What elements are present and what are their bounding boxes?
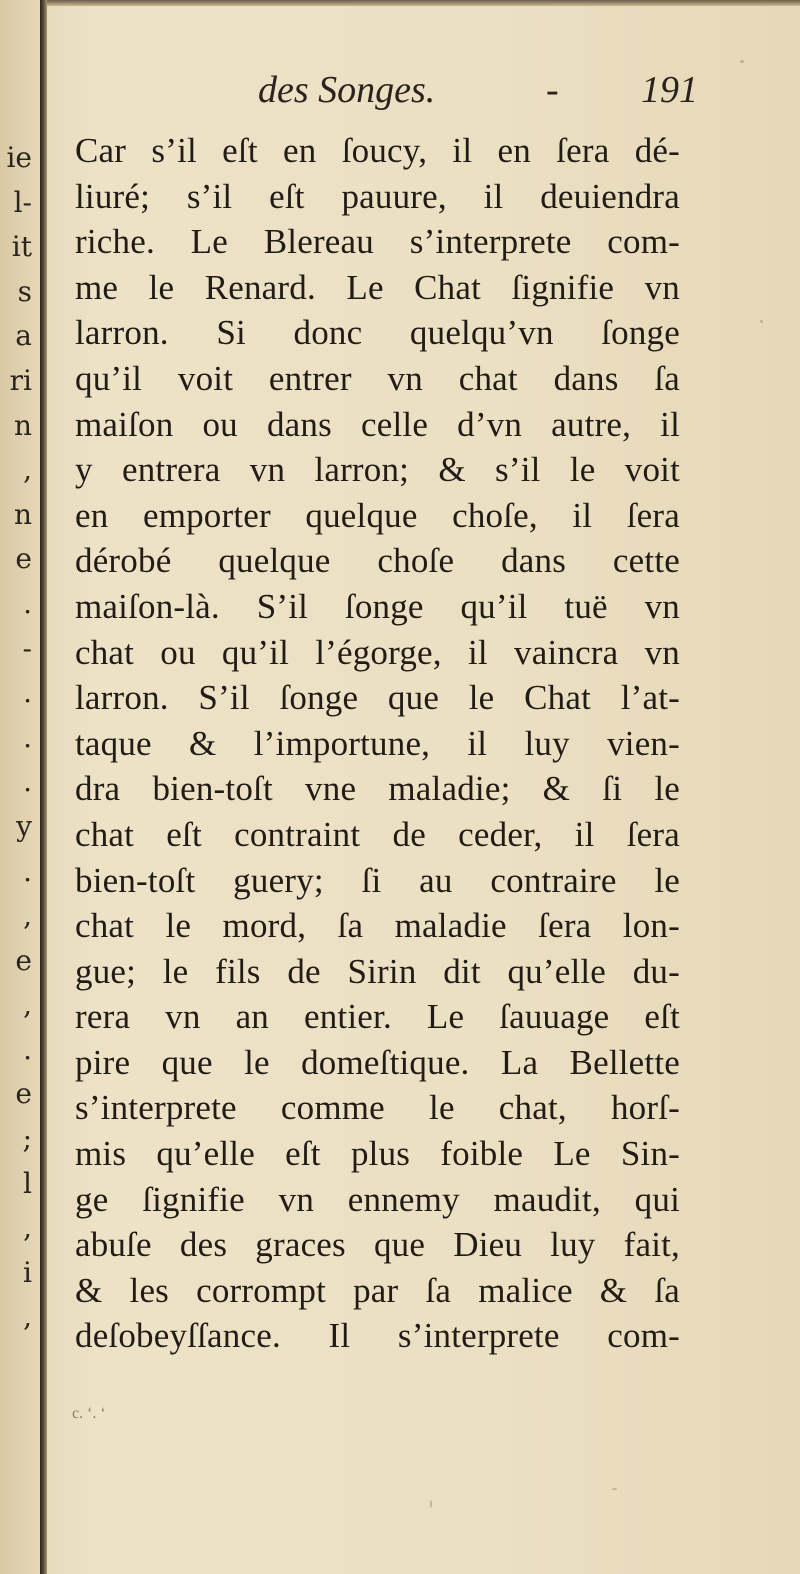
text-line: larron. S’il ſonge que le Chat l’at- bbox=[75, 678, 680, 718]
catchword: c. ‘. ‘ bbox=[72, 1405, 106, 1422]
text-line: rera vn an entier. Le ſauuage eſt bbox=[75, 997, 680, 1037]
facing-page-fragment: l bbox=[23, 1166, 32, 1200]
text-line: Car s’il eſt en ſoucy, il en ſera dé- bbox=[75, 131, 680, 170]
page-top-edge bbox=[0, 0, 800, 6]
facing-page-fragment: , bbox=[23, 1211, 32, 1245]
text-line: larron. Si donc quelqu’vn ſonge bbox=[75, 313, 680, 353]
facing-page-fragment: , bbox=[23, 1300, 32, 1334]
facing-page-fragment: e bbox=[15, 1077, 32, 1111]
text-line: pire que le domeſtique. La Bellette bbox=[75, 1042, 680, 1082]
text-line: chat eſt contraint de ceder, il ſera bbox=[75, 814, 680, 854]
text-line: chat ou qu’il l’égorge, il vaincra vn bbox=[75, 632, 680, 672]
text-line: y entrera vn larron; & s’il le voit bbox=[75, 450, 680, 490]
facing-page-fragment: ri bbox=[9, 363, 32, 397]
text-line: bien-toſt guery; ſi au contraire le bbox=[75, 860, 680, 900]
facing-page-fragment: . bbox=[23, 586, 32, 620]
paper-speck bbox=[430, 1500, 432, 1508]
text-line: riche. Le Blereau s’interprete com- bbox=[75, 222, 680, 262]
facing-page-fragment: n bbox=[13, 497, 32, 531]
facing-page-fragment: . bbox=[23, 1032, 32, 1066]
text-line: maiſon ou dans celle d’vn autre, il bbox=[75, 404, 680, 444]
facing-page-fragment: , bbox=[23, 899, 32, 933]
facing-page-fragment: , bbox=[23, 453, 32, 487]
facing-page-fragment: e bbox=[15, 542, 32, 576]
paper-speck bbox=[740, 60, 744, 63]
facing-page-fragment: . bbox=[23, 676, 32, 710]
facing-page-fragment: - bbox=[22, 631, 32, 665]
facing-page-fragment: . bbox=[23, 720, 32, 754]
body-text bbox=[75, 128, 680, 1359]
facing-page-fragment: ; bbox=[22, 1122, 32, 1156]
facing-page-fragment: , bbox=[23, 988, 32, 1022]
paper-speck bbox=[760, 320, 763, 323]
paper-speck bbox=[612, 1488, 617, 1490]
text-line: mis qu’elle eſt plus foible Le Sin- bbox=[75, 1134, 680, 1174]
text-line: maiſon-là. S’il ſonge qu’il tuë vn bbox=[75, 586, 680, 626]
page-header bbox=[258, 68, 698, 118]
facing-page-fragment: y bbox=[16, 809, 32, 843]
text-line: & les corrompt par ſa malice & ſa bbox=[75, 1270, 680, 1310]
text-line: s’interprete comme le chat, horſ- bbox=[75, 1088, 680, 1128]
text-line: abuſe des graces que Dieu luy fait, bbox=[75, 1225, 680, 1265]
text-line: dra bien-toſt vne maladie; & ſi le bbox=[75, 769, 680, 809]
facing-page-fragment: a bbox=[15, 319, 32, 353]
running-title: des Songes. bbox=[258, 69, 436, 111]
text-line: en emporter quelque choſe, il ſera bbox=[75, 495, 680, 535]
text-line: deſobeyſſance. Il s’interprete com- bbox=[75, 1316, 680, 1356]
facing-page-fragment: e bbox=[15, 943, 32, 977]
text-line: liuré; s’il eſt pauure, il deuiendra bbox=[75, 176, 680, 216]
text-line: qu’il voit entrer vn chat dans ſa bbox=[75, 358, 680, 398]
text-line: ge ſignifie vn ennemy maudit, qui bbox=[75, 1179, 680, 1219]
text-line: dérobé quelque choſe dans cette bbox=[75, 541, 680, 581]
facing-page-fragment: s bbox=[17, 274, 32, 308]
facing-page-fragment: . bbox=[23, 765, 32, 799]
book-gutter bbox=[40, 0, 47, 1574]
facing-page-fragment: ie bbox=[6, 141, 32, 174]
text-line: taque & l’importune, il luy vien- bbox=[75, 723, 680, 763]
header-dash: - bbox=[546, 69, 559, 111]
text-line: me le Renard. Le Chat ſignifie vn bbox=[75, 267, 680, 307]
facing-page-fragment: it bbox=[11, 230, 32, 264]
facing-page-fragment: l- bbox=[13, 185, 32, 219]
facing-page-fragment: n bbox=[13, 408, 32, 442]
page-number: 191 bbox=[641, 69, 698, 111]
facing-page-fragment: . bbox=[23, 854, 32, 888]
text-line: chat le mord, ſa maladie ſera lon- bbox=[75, 906, 680, 946]
facing-page-fragments bbox=[0, 136, 36, 1340]
facing-page-fragment: i bbox=[23, 1255, 32, 1289]
text-line: gue; le fils de Sirin dit qu’elle du- bbox=[75, 951, 680, 991]
